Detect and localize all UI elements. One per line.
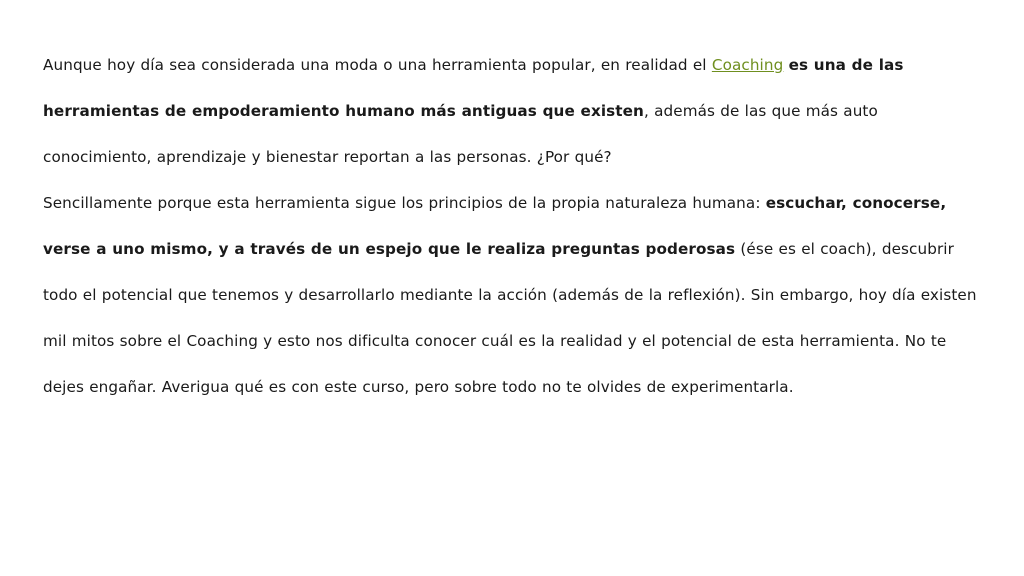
explanation-text-end: (ése es el coach), descubrir todo el potencial que tenemos y desarrollarlo mediante la acción (además de la reflexión). Sin embargo, hoy día existen mil mitos sobre el Coaching y esto nos dificulta conocer cuál es la realidad y el potencial de esta herramienta. No te dejes engañar. Averigua qué es con este curso, pero sobre todo no te olvides de experimentarla.: [43, 240, 977, 396]
intro-text-end: , además de las que más auto conocimiento, aprendizaje y bienestar reportan a las personas. ¿Por qué?: [43, 102, 878, 166]
intro-text: Aunque hoy día sea considerada una moda o una herramienta popular, en realidad el: [43, 56, 712, 74]
coaching-link[interactable]: Coaching: [711, 56, 784, 74]
intro-bold-statement: es una de las herramientas de empoderamiento humano más antiguas que existen: [43, 56, 904, 120]
explanation-text: Sencillamente porque esta herramienta sigue los principios de la propia naturaleza humana:: [43, 194, 766, 212]
paragraph-explanation: [43, 180, 984, 410]
explanation-bold-statement: escuchar, conocerse, verse a uno mismo, y a través de un espejo que le realiza preguntas poderosas: [43, 194, 947, 258]
paragraph-intro: [43, 42, 984, 180]
